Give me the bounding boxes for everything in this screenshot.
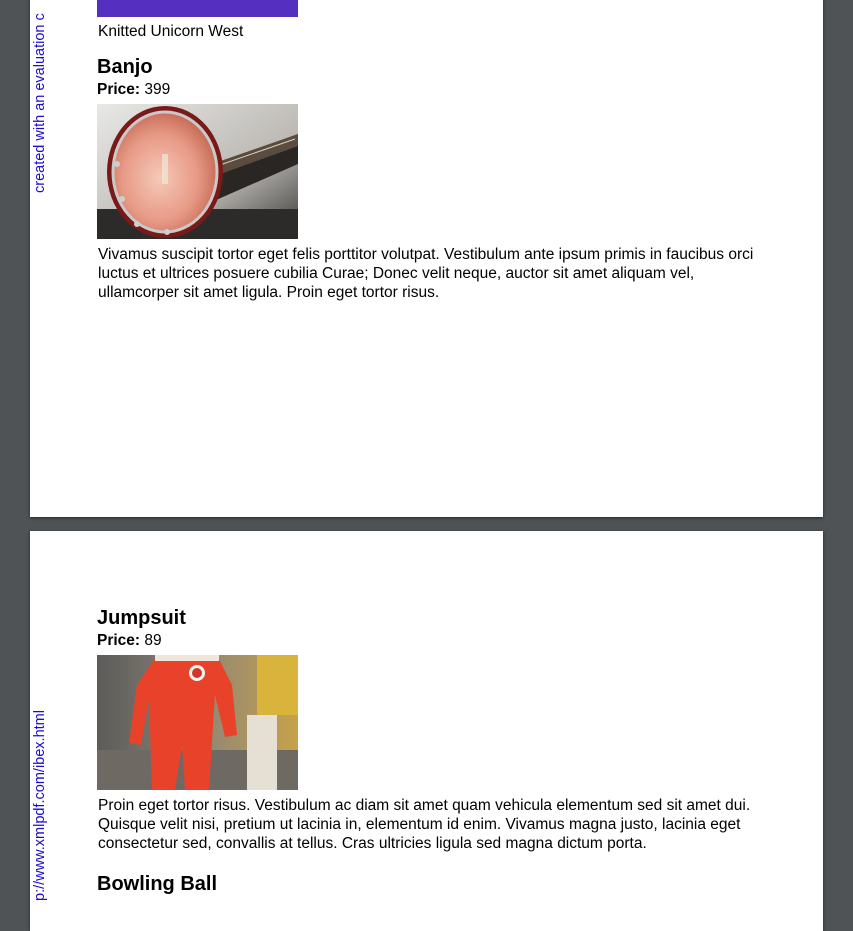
document-page-2 — [30, 531, 823, 931]
product-jumpsuit — [97, 606, 757, 853]
product-description: Vivamus suscipit tortor eget felis porttitor volutpat. Vestibulum ante ipsum primis in faucibus orci luctus et ultrices posuere cubilia Curae; Donec velit neque, auctor sit amet aliquam vel, ullamcorper sit amet ligula. Proin eget tortor risus. — [98, 246, 754, 301]
banjo-photo — [97, 104, 298, 239]
watermark-url[interactable]: p://www.xmlpdf.com/ibex.html — [32, 710, 48, 901]
unicorn-photo-bottom — [97, 0, 298, 17]
price-label: Price: — [97, 81, 141, 98]
evaluation-watermark-link[interactable] — [30, 691, 52, 931]
product-title: Bowling Ball — [97, 873, 217, 895]
watermark-text[interactable]: created with an evaluation c — [32, 13, 48, 193]
document-page-1 — [30, 0, 823, 517]
product-title: Jumpsuit — [97, 607, 186, 629]
product-price — [97, 81, 757, 99]
evaluation-watermark[interactable] — [30, 0, 52, 193]
jumpsuit-photo — [97, 655, 298, 790]
product-caption: Knitted Unicorn West — [98, 23, 244, 40]
product-bowling-ball — [97, 872, 757, 896]
price-label: Price: — [97, 632, 141, 649]
product-partial — [97, 0, 298, 41]
product-banjo — [97, 55, 757, 302]
product-title: Banjo — [97, 56, 153, 78]
price-value: 399 — [144, 81, 171, 98]
product-description: Proin eget tortor risus. Vestibulum ac diam sit amet quam vehicula elementum sed sit amet dui. Quisque velit nisi, pretium ut lacinia in, elementum id enim. Vivamus magna justo, lacinia eget consectetur sed, convallis at tellus. Cras ultricies ligula sed magna dictum porta. — [98, 797, 751, 852]
product-price — [97, 632, 757, 650]
price-value: 89 — [144, 632, 162, 649]
